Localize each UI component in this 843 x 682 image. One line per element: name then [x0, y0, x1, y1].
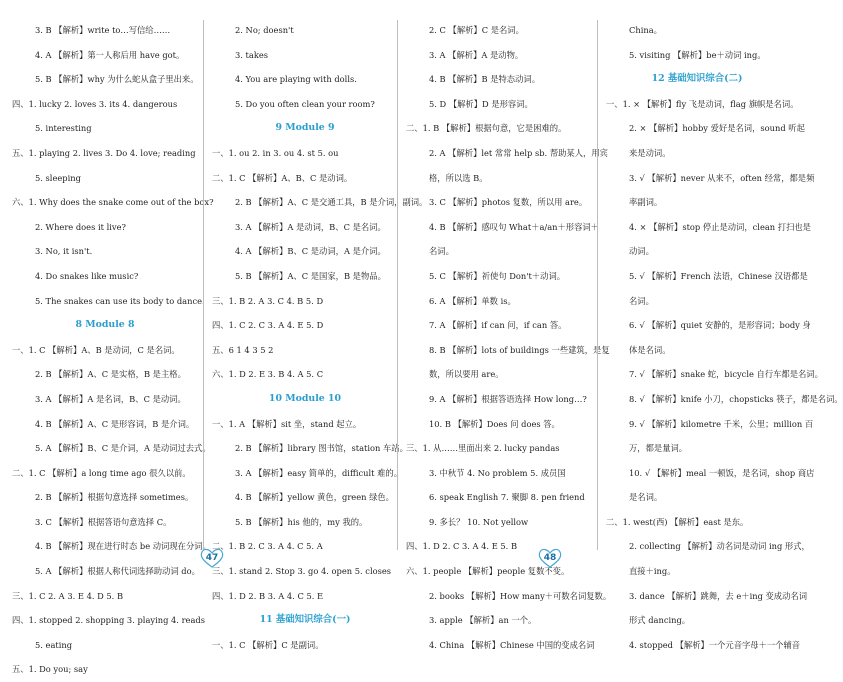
column-2	[212, 18, 428, 657]
answer-line: 3. A 【解析】A 是动词，B、C 是名词。	[235, 221, 386, 232]
answer-line: 5. eating	[35, 639, 73, 650]
answer-line: 四、1. D 2. C 3. A 4. E 5. B	[406, 541, 518, 552]
answer-line: 3. A 【解析】A 是动物。	[429, 49, 524, 60]
answer-line: 五、1. Do you; say	[12, 664, 88, 675]
answer-line: 5. interesting	[35, 123, 92, 134]
answer-line: 3. C 【解析】photos 复数，所以用 are。	[429, 197, 588, 208]
answer-line: 4. stopped 【解析】一个元音字母＋一个辅音	[629, 639, 801, 650]
column-divider	[203, 20, 204, 550]
answer-line: 9. A 【解析】根据答语选择 How long…?	[429, 393, 587, 404]
answer-line: 四、1. C 2. C 3. A 4. E 5. D	[212, 320, 324, 331]
answer-line: 4. B 【解析】感叹句 What＋a/an＋形容词＋	[429, 221, 599, 232]
answer-line: 4. B 【解析】现在进行时态 be 动词现在分词。	[35, 541, 211, 552]
answer-line: 四、1. lucky 2. loves 3. its 4. dangerous	[12, 98, 178, 109]
answer-line: 四、1. D 2. B 3. A 4. C 5. E	[212, 590, 324, 601]
column-4	[606, 18, 843, 657]
answer-line: 5. A 【解析】B、C 是介词，A 是动词过去式。	[35, 443, 211, 454]
answer-line: 二、1. B 2. C 3. A 4. C 5. A	[212, 541, 323, 552]
answer-line: 万，都是量词。	[629, 443, 688, 454]
answer-line: 格，所以选 B。	[429, 172, 488, 183]
module-heading: 11 基础知识综合(一)	[259, 614, 351, 626]
answer-line: 4. × 【解析】stop 停止是动词，clean 打扫也是	[629, 221, 811, 232]
answer-line: 2. collecting 【解析】动名词是动词 ing 形式，	[629, 541, 810, 552]
answer-line: 5. A 【解析】根据人称代词选择助动词 do。	[35, 566, 200, 577]
column-divider	[397, 20, 398, 550]
answer-line: 六、1. Why does the snake come out of the box?	[12, 197, 214, 208]
answer-line: 7. √ 【解析】snake 蛇，bicycle 自行车都是名词。	[629, 369, 823, 380]
answer-line: 2. books 【解析】How many＋可数名词复数。	[429, 590, 612, 601]
answer-line: 一、1. A 【解析】sit 坐，stand 起立。	[212, 418, 362, 429]
answer-line: 6. speak English 7. 聚脚 8. pen friend	[429, 492, 585, 503]
answer-line: 4. You are playing with dolls.	[235, 74, 357, 85]
answer-line: 9. 多长？ 10. Not yellow	[429, 516, 529, 527]
answer-line: 8. B 【解析】lots of buildings 一些建筑，是复	[429, 344, 610, 355]
answer-line: 五、1. playing 2. lives 3. Do 4. love; reading	[12, 147, 196, 158]
page-number-label: 48	[543, 553, 557, 563]
answer-line: 4. B 【解析】yellow 黄色，green 绿色。	[235, 492, 394, 503]
answer-line: 5. The snakes can use its body to dance.	[35, 295, 205, 306]
module-heading: 9 Module 9	[275, 122, 335, 134]
answer-line: 3. √ 【解析】never 从来不，often 经常，都是频	[629, 172, 815, 183]
answer-line: 5. visiting 【解析】be＋动词 ing。	[629, 49, 766, 60]
answer-line: 二、1. west(西) 【解析】east 是东。	[606, 516, 749, 527]
answer-line: 三、1. B 2. A 3. C 4. B 5. D	[212, 295, 324, 306]
answer-line: 名词。	[629, 295, 654, 306]
answer-line: 五、6 1 4 3 5 2	[212, 344, 274, 355]
answer-line: 形式 dancing。	[629, 615, 691, 626]
answer-line: 4. Do snakes like music?	[35, 270, 139, 281]
answer-line: 一、1. ou 2. in 3. ou 4. st 5. ou	[212, 147, 339, 158]
answer-line: 2. C 【解析】C 是名词。	[429, 25, 524, 35]
answer-line: 2. B 【解析】A、C 是交通工具，B 是介词，副词。	[235, 197, 428, 208]
answer-line: 10. B 【解析】Does 问 does 答。	[429, 418, 560, 429]
answer-line: 3. dance 【解析】跳舞，去 e＋ing 变成动名词	[629, 590, 807, 601]
module-heading: 12 基础知识综合(二)	[651, 73, 743, 85]
answer-line: 三、1. 从……里面出来 2. lucky pandas	[406, 443, 560, 454]
page-number-label: 47	[205, 553, 219, 563]
answer-line: 3. No, it isn't.	[35, 246, 93, 257]
answer-line: 二、1. C 【解析】a long time ago 很久以前。	[12, 467, 191, 478]
answer-line: 3. A 【解析】easy 简单的，difficult 难的。	[235, 467, 403, 478]
answer-line: 4. China 【解析】Chinese 中国的变成名词	[429, 639, 595, 650]
answer-line: 三、1. C 2. A 3. E 4. D 5. B	[12, 590, 124, 601]
answer-line: 率副词。	[629, 197, 663, 208]
answer-line: 4. A 【解析】第一人称后用 have got。	[35, 49, 185, 60]
answer-line: 来是动词。	[629, 147, 671, 158]
answer-line: 2. A 【解析】let 常常 help sb. 帮助某人，用宾	[429, 147, 608, 158]
answer-line: 5. D 【解析】D 是形容词。	[429, 98, 533, 109]
answer-line: 3. B 【解析】write to…写信给……	[35, 25, 171, 35]
answer-line: 六、1. D 2. E 3. B 4. A 5. C	[212, 369, 324, 380]
answer-line: 5. √ 【解析】French 法语，Chinese 汉语都是	[629, 270, 808, 281]
answer-line: 2. × 【解析】hobby 爱好是名词，sound 听起	[629, 123, 805, 134]
column-divider	[597, 20, 598, 550]
answer-line: 5. B 【解析】why 为什么蛇从盒子里出来。	[35, 74, 199, 85]
answer-line: 3. takes	[235, 49, 269, 60]
answer-line: 一、1. C 【解析】A、B 是动词，C 是名词。	[12, 344, 180, 355]
page-number-right	[536, 547, 564, 569]
answer-line: 6. √ 【解析】quiet 安静的，是形容词；body 身	[629, 320, 811, 331]
page-number-left	[198, 547, 226, 569]
answer-line: 一、1. C 【解析】C 是副词。	[212, 639, 324, 650]
answer-line: 2. B 【解析】library 图书馆，station 车站。	[235, 443, 408, 454]
answer-line: 2. No; doesn't	[235, 25, 294, 35]
column-3	[406, 18, 612, 657]
answer-line: 5. B 【解析】his 他的，my 我的。	[235, 516, 368, 527]
answer-line: 4. A 【解析】B、C 是动词，A 是介词。	[235, 246, 386, 257]
answer-line: 5. B 【解析】A、C 是国家，B 是物品。	[235, 270, 386, 281]
answer-line: 8. √ 【解析】knife 小刀，chopsticks 筷子，都是名词。	[629, 393, 843, 404]
module-heading: 8 Module 8	[75, 319, 135, 331]
answer-line: 10. √ 【解析】meal 一顿饭，是名词，shop 商店	[629, 467, 815, 478]
answer-line: 5. Do you often clean your room?	[235, 98, 375, 109]
answer-line: 二、1. B 【解析】根据句意，它是困难的。	[406, 123, 567, 134]
answer-line: 六、1. people 【解析】people 复数不变。	[406, 566, 570, 577]
answer-line: 2. B 【解析】A、C 是实格，B 是主格。	[35, 369, 186, 380]
answer-line: China。	[629, 25, 662, 35]
answer-line: 4. B 【解析】B 是特态动词。	[429, 74, 540, 85]
answer-line: 体是名词。	[629, 344, 671, 355]
answer-line: 数，所以要用 are。	[429, 369, 504, 380]
answer-line: 一、1. × 【解析】fly 飞是动词，flag 旗帜是名词。	[606, 98, 799, 109]
answer-line: 名词。	[429, 246, 454, 257]
answer-line: 动词。	[629, 246, 654, 257]
answer-line: 3. 中秋节 4. No problem 5. 成员国	[429, 467, 566, 478]
answer-line: 四、1. stopped 2. shopping 3. playing 4. reads	[12, 615, 205, 626]
answer-line: 是名词。	[629, 492, 663, 503]
answer-line: 直接＋ing。	[629, 566, 676, 577]
answer-line: 9. √ 【解析】kilometre 千米，公里；million 百	[629, 418, 814, 429]
answer-line: 3. C 【解析】根据答语句意选择 C。	[35, 516, 172, 527]
answer-line: 3. apple 【解析】an 一个。	[429, 615, 537, 626]
answer-line: 3. A 【解析】A 是名词，B、C 是动词。	[35, 393, 186, 404]
answer-line: 2. Where does it live?	[35, 221, 126, 232]
answer-line: 二、1. C 【解析】A、B、C 是动词。	[212, 172, 353, 183]
answer-line: 7. A 【解析】if can 问，if can 答。	[429, 320, 567, 331]
answer-line: 6. A 【解析】单数 is。	[429, 295, 516, 306]
answer-line: 5. sleeping	[35, 172, 81, 183]
module-heading: 10 Module 10	[268, 392, 342, 404]
answer-line: 5. C 【解析】祈使句 Don't＋动词。	[429, 270, 566, 281]
answer-line: 三、1. stand 2. Stop 3. go 4. open 5. closes	[212, 566, 392, 577]
answer-line: 2. B 【解析】根据句意选择 sometimes。	[35, 492, 194, 503]
answer-line: 4. B 【解析】A、C 是形容词，B 是介词。	[35, 418, 195, 429]
